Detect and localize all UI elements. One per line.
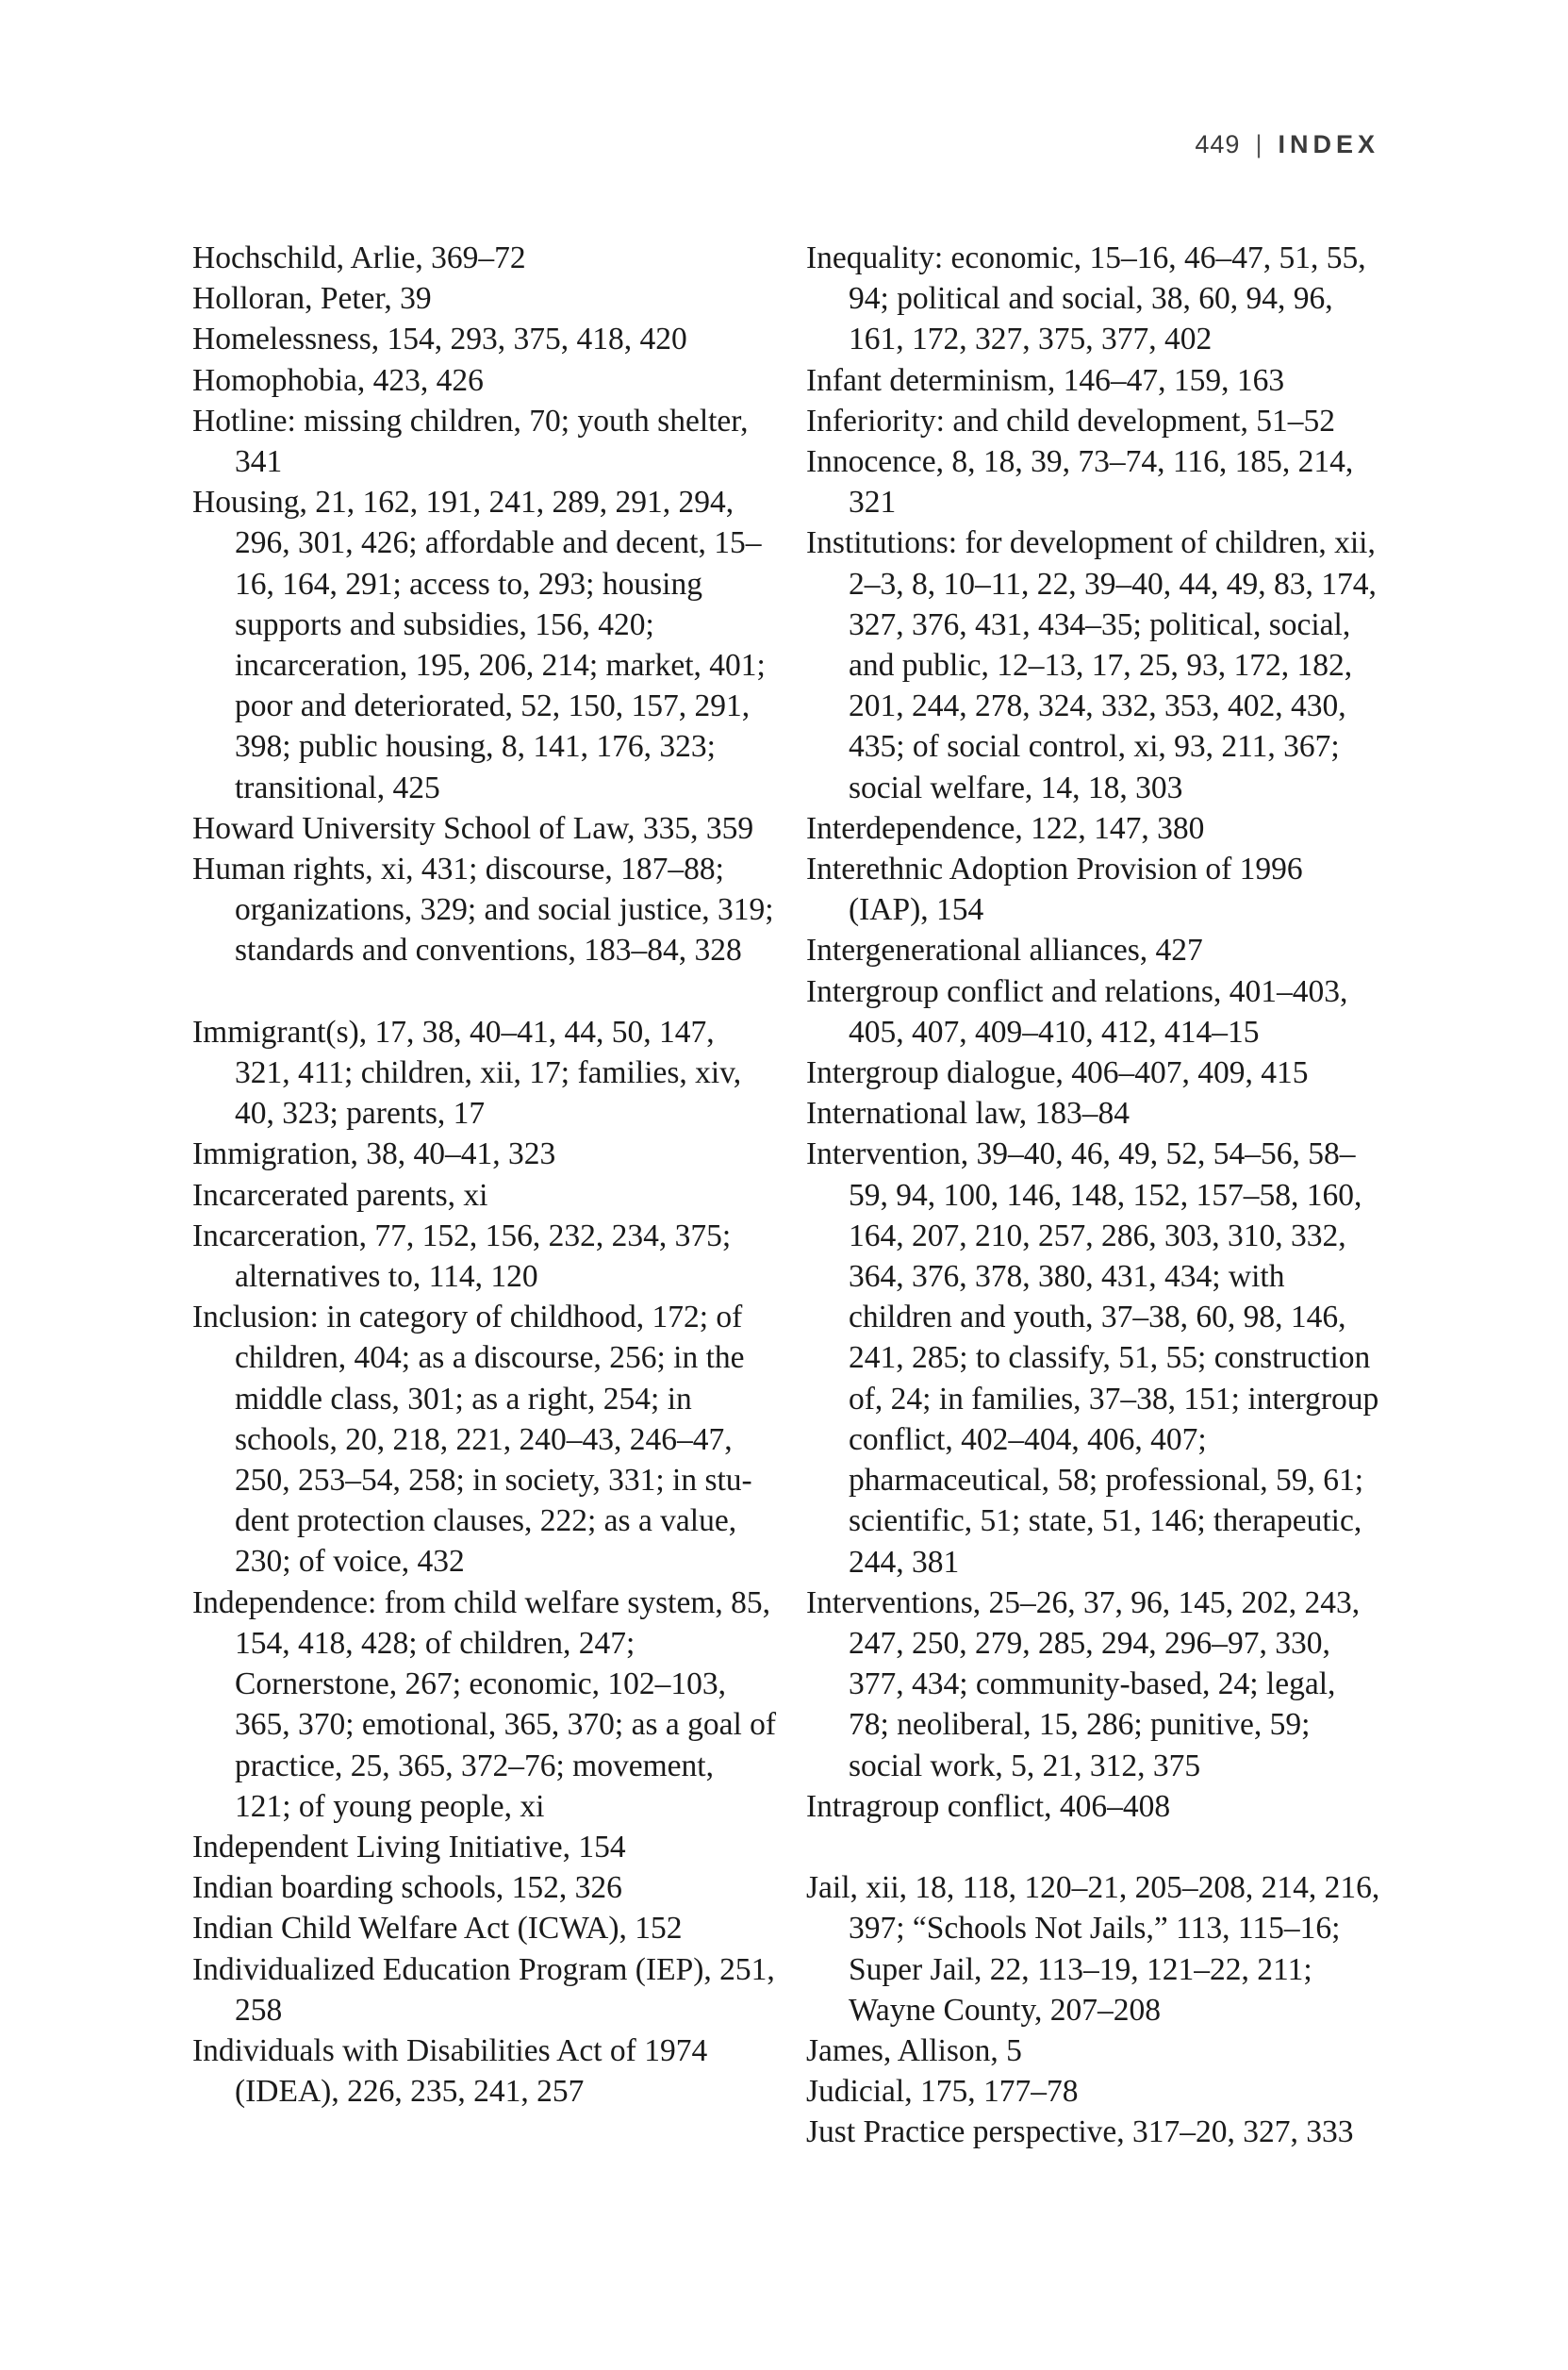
index-entry: Judicial, 175, 177–78: [806, 2074, 1079, 2110]
index-entry: Incarceration, 77, 152, 156, 232, 234, 375; alternatives to, 114, 120: [192, 1218, 732, 1295]
index-entry: Incarcerated parents, xi: [192, 1177, 488, 1213]
index-entry: Independent Living Initiative, 154: [192, 1829, 626, 1865]
index-entry: Inequality: economic, 15–16, 46–47, 51, 55, 94; political and social, 38, 60, 94, 96, 161, 172, 327, 375, 377, 402: [806, 240, 1366, 357]
page-number: 449: [1195, 130, 1241, 158]
index-entry: Intervention, 39–40, 46, 49, 52, 54–56, 58–59, 94, 100, 146, 148, 152, 157–58, 160, 164, 207, 210, 257, 286, 303, 310, 332, 364, 376, 378, 380, 431, 434; with children and youth, 37–38, 60, 98, 146, 241, 285; to classify, 51, 55; construction of, 24; in families, 37–38, 151; intergroup conflict, 402–404, 406, 407; pharmaceutical, 58; professional, 59, 61; scientific, 51; state, 51, 146; therapeutic, 244, 381: [806, 1136, 1379, 1580]
index-entry: Institutions: for development of children, xii, 2–3, 8, 10–11, 22, 39–40, 44, 49, 83, 174, 327, 376, 431, 434–35; political, social, and public, 12–13, 17, 25, 93, 172, 182, 201, 244, 278, 324, 332, 353, 402, 430, 435; of social control, xi, 93, 211, 367; social welfare, 14, 18, 303: [806, 525, 1377, 805]
index-entry: Indian boarding schools, 152, 326: [192, 1870, 622, 1906]
letter-group-gap: [806, 1827, 1381, 1867]
index-entry: Inclusion: in category of childhood, 172; of children, 404; as a discourse, 256; in the middle class, 301; as a right, 254; in schools, 20, 218, 221, 240–43, 246–47, 250, 253–54, 258; in society, 331; in student protection clauses, 222; as a value, 230; of voice, 432: [192, 1300, 752, 1580]
index-entry: Howard University School of Law, 335, 359: [192, 810, 754, 846]
index-entry: Interventions, 25–26, 37, 96, 145, 202, 243, 247, 250, 279, 285, 294, 296–97, 330, 377, 434; community-based, 24; legal, 78; neoliberal, 15, 286; punitive, 59; social work, 5, 21, 312, 375: [806, 1584, 1361, 1783]
section-title: INDEX: [1278, 130, 1379, 158]
right-column: [806, 238, 1381, 2153]
index-entry: Immigrant(s), 17, 38, 40–41, 44, 50, 147, 321, 411; children, xii, 17; families, xiv, 40, 323; parents, 17: [192, 1014, 742, 1132]
index-entry: Homophobia, 423, 426: [192, 362, 484, 398]
index-entry: Interethnic Adoption Provision of 1996 (IAP), 154: [806, 852, 1303, 928]
index-entry: Interdependence, 122, 147, 380: [806, 810, 1205, 846]
index-entry: Housing, 21, 162, 191, 241, 289, 291, 294, 296, 301, 426; affordable and decent, 15–16, 164, 291; access to, 293; housing supports and subsidies, 156, 420; incarceration, 195, 206, 214; market, 401; poor and deteriorated, 52, 150, 157, 291, 398; public housing, 8, 141, 176, 323; transitional, 425: [192, 485, 766, 805]
index-entry: Hotline: missing children, 70; youth shelter, 341: [192, 403, 749, 480]
index-entry: Just Practice perspective, 317–20, 327, 333: [806, 2114, 1354, 2150]
index-entry: Intragroup conflict, 406–408: [806, 1788, 1171, 1824]
index-entry: Human rights, xi, 431; discourse, 187–88; organizations, 329; and social justice, 319; standards and conventions, 183–84, 328: [192, 852, 774, 969]
index-entry: International law, 183–84: [806, 1096, 1130, 1132]
index-entry: Innocence, 8, 18, 39, 73–74, 116, 185, 214, 321: [806, 444, 1354, 521]
index-entry: Homelessness, 154, 293, 375, 418, 420: [192, 322, 687, 357]
index-entry: Intergroup conflict and relations, 401–403, 405, 407, 409–410, 412, 414–15: [806, 973, 1348, 1050]
index-entry: Infant determinism, 146–47, 159, 163: [806, 362, 1285, 398]
index-entry: Jail, xii, 18, 118, 120–21, 205–208, 214, 216, 397; “Schools Not Jails,” 113, 115–16; Super Jail, 22, 113–19, 121–22, 211; Wayne County, 207–208: [806, 1870, 1380, 2028]
index-entry: Hochschild, Arlie, 369–72: [192, 240, 526, 275]
index-entry: Individualized Education Program (IEP), 251, 258: [192, 1951, 775, 2028]
index-entry: Intergroup dialogue, 406–407, 409, 415: [806, 1055, 1309, 1091]
index-entry: Immigration, 38, 40–41, 323: [192, 1136, 556, 1172]
index-entry: James, Allison, 5: [806, 2032, 1022, 2068]
index-entry: Inferiority: and child development, 51–52: [806, 403, 1335, 439]
index-entry: Intergenerational alliances, 427: [806, 933, 1203, 969]
left-column: [192, 238, 777, 2112]
index-entry: Indian Child Welfare Act (ICWA), 152: [192, 1911, 683, 1947]
letter-group-gap: [192, 971, 777, 1012]
index-entry: Individuals with Disabilities Act of 1974 (IDEA), 226, 235, 241, 257: [192, 2032, 708, 2110]
header-separator: |: [1255, 130, 1263, 158]
index-entry: Independence: from child welfare system, 85, 154, 418, 428; of children, 247; Cornerstone, 267; economic, 102–103, 365, 370; emotional, 365, 370; as a goal of practice, 25, 365, 372–76; movement, 121; of young people, xi: [192, 1584, 777, 1824]
index-entry: Holloran, Peter, 39: [192, 281, 432, 317]
running-head: [1195, 130, 1379, 159]
